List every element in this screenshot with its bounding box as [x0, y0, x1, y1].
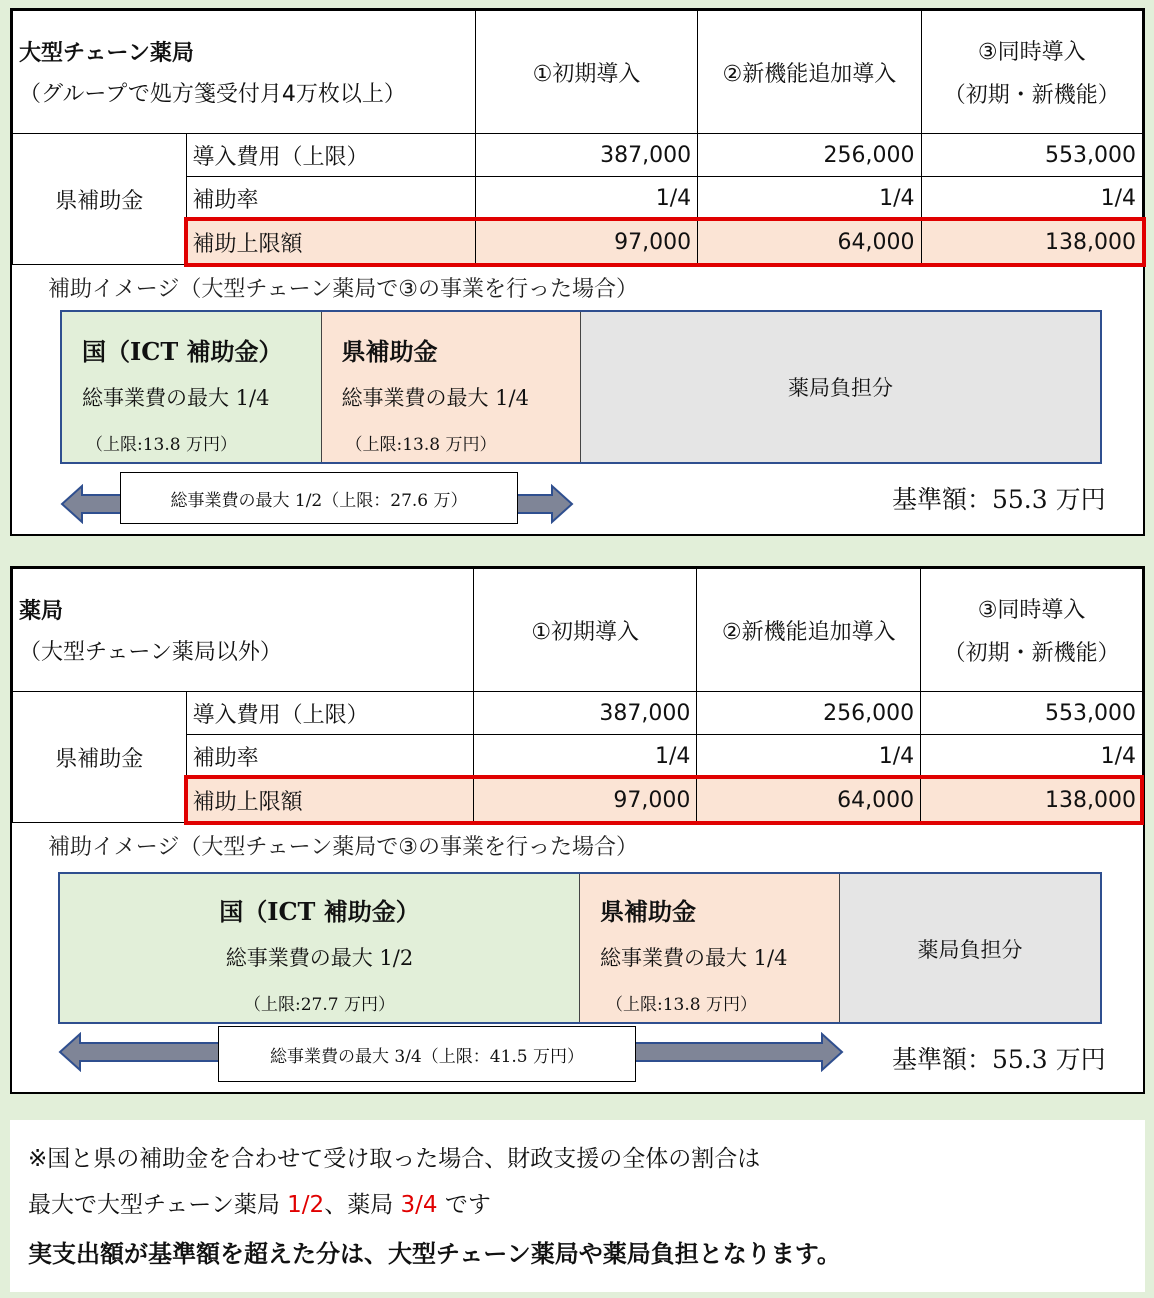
row-label: 補助率: [186, 177, 475, 220]
cell-value: 138,000: [921, 220, 1142, 265]
segment-label: 薬局負担分: [788, 377, 893, 400]
segment-title: 県補助金: [341, 337, 438, 366]
group-label: 県補助金: [13, 692, 187, 823]
cell-value: 1/4: [697, 735, 921, 778]
segment-cap: （上限:13.8 万円）: [606, 995, 757, 1015]
row-label: 補助率: [186, 735, 473, 778]
footnote-text: 最大で大型チェーン薬局: [28, 1192, 288, 1218]
segment-title: 国（ICT 補助金）: [219, 897, 420, 926]
table-title-cell: [13, 569, 474, 692]
base-amount: 基準額：55.3 万円: [892, 1045, 1106, 1074]
header-new-feature: ②新機能追加導入: [698, 11, 921, 134]
table-subtitle: （グループで処方箋受付月4万枚以上）: [19, 82, 406, 107]
cell-value: 138,000: [921, 778, 1143, 823]
arrow-label: 総事業費の最大 1/2（上限：27.6 万）: [120, 472, 518, 524]
subsidy-table: [12, 568, 1143, 823]
cell-value: 1/4: [921, 735, 1143, 778]
segment-subtitle: 総事業費の最大 1/4: [600, 946, 788, 970]
cell-value: 97,000: [473, 778, 696, 823]
segment-subtitle: 総事業費の最大 1/4: [82, 386, 270, 410]
bar-segment-pharmacy: [840, 874, 1100, 1022]
large-chain-pharmacy-panel: [10, 8, 1145, 536]
image-caption: 補助イメージ（大型チェーン薬局で③の事業を行った場合）: [48, 835, 638, 860]
base-amount: 基準額：55.3 万円: [892, 485, 1106, 514]
bar-segment-pharmacy: [581, 312, 1100, 462]
row-label: 補助上限額: [186, 220, 475, 265]
bar-segment-national: [60, 874, 580, 1022]
cell-value: 256,000: [698, 134, 921, 177]
bar-segment-prefecture: [322, 312, 582, 462]
cell-value: 1/4: [921, 177, 1142, 220]
row-label: 導入費用（上限）: [186, 692, 473, 735]
header-simultaneous: [921, 569, 1143, 692]
header-initial: ①初期導入: [473, 569, 696, 692]
arrow-label: 総事業費の最大 3/4（上限：41.5 万円）: [218, 1026, 636, 1082]
segment-title: 県補助金: [600, 897, 696, 926]
cell-value: 1/4: [475, 177, 697, 220]
segment-subtitle: 総事業費の最大 1/4: [341, 386, 529, 410]
group-label: 県補助金: [13, 134, 187, 265]
cell-value: 1/4: [473, 735, 696, 778]
cell-value: 553,000: [921, 692, 1143, 735]
header-initial: ①初期導入: [475, 11, 697, 134]
footnote-line: ※国と県の補助金を合わせて受け取った場合、財政支援の全体の割合は: [28, 1146, 761, 1172]
segment-cap: （上限:13.8 万円）: [86, 435, 237, 455]
cell-value: 97,000: [475, 220, 697, 265]
row-label: 補助上限額: [186, 778, 473, 823]
footnote-highlight: 1/2: [287, 1192, 325, 1218]
cell-value: 64,000: [697, 778, 921, 823]
table-title: 大型チェーン薬局: [19, 41, 194, 66]
cell-value: 256,000: [697, 692, 921, 735]
footnote-emphasis: 実支出額が基準額を超えた分は、大型チェーン薬局や薬局負担となります。: [28, 1240, 841, 1268]
header-simultaneous-line2: （初期・新機能）: [943, 641, 1120, 666]
header-simultaneous-line1: ③同時導入: [977, 598, 1086, 623]
image-caption: 補助イメージ（大型チェーン薬局で③の事業を行った場合）: [48, 277, 638, 302]
footnote-text: 、薬局: [324, 1192, 401, 1218]
cell-value: 553,000: [921, 134, 1142, 177]
table-title-cell: [13, 11, 476, 134]
subsidy-table: [12, 10, 1143, 265]
segment-title: 国（ICT 補助金）: [82, 337, 283, 366]
segment-subtitle: 総事業費の最大 1/2: [225, 946, 414, 970]
footnote-line: [28, 1186, 491, 1219]
footnote-highlight: 3/4: [400, 1192, 438, 1218]
segment-cap: （上限:27.7 万円）: [244, 995, 395, 1015]
pharmacy-panel: [10, 566, 1145, 1094]
subsidy-bar: [60, 310, 1102, 464]
table-subtitle: （大型チェーン薬局以外）: [19, 640, 282, 665]
footnote-text: です: [437, 1192, 491, 1218]
subsidy-bar: [58, 872, 1102, 1024]
bar-segment-national: [62, 312, 322, 462]
footnote-box: [10, 1120, 1145, 1292]
header-simultaneous-line2: （初期・新機能）: [943, 83, 1120, 108]
cell-value: 387,000: [473, 692, 696, 735]
header-simultaneous-line1: ③同時導入: [977, 40, 1086, 65]
segment-cap: （上限:13.8 万円）: [345, 435, 497, 455]
header-simultaneous: [921, 11, 1142, 134]
row-label: 導入費用（上限）: [186, 134, 475, 177]
segment-label: 薬局負担分: [917, 939, 1023, 962]
cell-value: 387,000: [475, 134, 697, 177]
table-title: 薬局: [19, 599, 64, 624]
cell-value: 1/4: [698, 177, 921, 220]
header-new-feature: ②新機能追加導入: [697, 569, 921, 692]
bar-segment-prefecture: [580, 874, 840, 1022]
cell-value: 64,000: [698, 220, 921, 265]
